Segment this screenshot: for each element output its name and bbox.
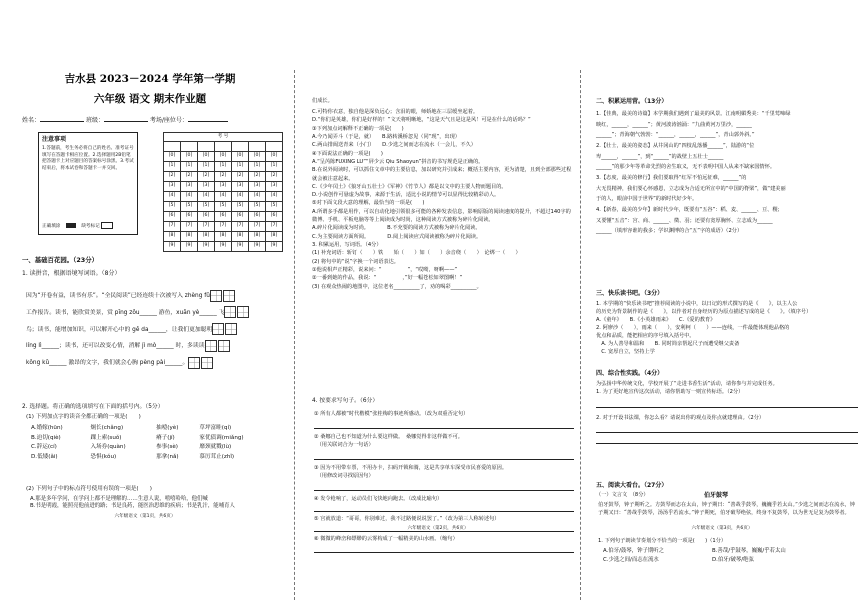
page-column-3	[584, 0, 860, 608]
q2a-prompt: (1) 下列加点字的读音全都正确的一项是( )	[26, 414, 141, 420]
fill-line: 3.【态度，最美的修行】我们要取得“红军不怕远征难，______”的	[596, 174, 747, 181]
option: D.伯牙/破琴/绝弦	[712, 557, 754, 564]
text-line: A.“呈芮陈FUXING LU”“屏少云 Qiu Shaoyun”拼音的书写规范是正确的。	[312, 158, 484, 165]
section-2-heading: 二、积累运用营。（13分）	[596, 98, 668, 105]
notice-text: 1.答题前，考生务必将自己的姓名、准考证号填写在答题卡相应位置。2.选择题用2B铅笔把答题卡上对应题目的答案标号涂黑。3.考试结束后，将本试卷和答题卡一并交回。	[42, 146, 134, 172]
passage-text: 伯牙鼓琴，钟子期听之。方鼓琴而志在太山，钟子期曰：“善哉乎鼓琴，巍巍乎若太山。”少选之间而志在流水，钟子期又曰：“善哉乎鼓琴，汤汤乎若流水。”钟子期死，伯牙破琴绝弦，终身不复鼓琴，以为世无足复为鼓琴者。	[598, 502, 855, 516]
continued-text: 们成长。	[312, 98, 333, 104]
exam-number-header: 考 号	[164, 133, 283, 142]
text-line: B.在说外阅读时，可以抓住文章中的主要信息，加以研究并引成来；概括主要内容，更为清楚，且到全部那些过程就会被注意起来。	[312, 167, 572, 182]
option-line: A.那是多年学问，在学问上都不是理解的……生意人说，嘻嘻哈哈，他们喊	[30, 496, 208, 502]
fill-line: 映红，______，______”；黄河波涛汹涌：“九曲黄河万里沙，______	[596, 121, 752, 128]
section-1-heading: 一、基础百花园。（23分）	[22, 256, 98, 264]
exam-title: 吉水县 2023－2024 学年第一学期	[64, 73, 236, 85]
text-line: 1. 本学期的“快乐读书吧”推荐阅读的小说中，以日记的形式撰写的是《 》，以主人公	[596, 301, 798, 307]
text-line: (3) 在观众热闹的地图中，这位老名__________了，劝的喝彩__________。	[312, 283, 482, 290]
option: C.少选之间/而志在流水	[603, 557, 659, 564]
text-line: C. 宽厚自立，坚持上学	[596, 349, 655, 356]
text-line: D.“你们是英雄，你们是好样的！”文天将明晰地，“这是天气且是这是风！可是在什么的话吗？”	[312, 117, 531, 124]
sentence-task: ⑥ 微微的峰峦和缥缈的云雾构成了一幅精美的山水画。（缩句）	[314, 536, 458, 543]
q1-prompt: 1. 读拼音，根据语境写词语。（8分）	[22, 270, 121, 277]
q4-items	[314, 410, 574, 556]
section-4-intro: 为弘扬中华传统文化，学校开展了“走进书香生活”活动，请你参与并完成任务。	[596, 381, 778, 387]
section-4-heading: 四、综合性实践。（4分）	[596, 370, 664, 377]
column-divider	[294, 70, 295, 600]
q1-line: 工作报告。读书，能欣赏美景，赏 pīng zōu______ 游鱼，xuān yè______ 飞	[26, 305, 288, 322]
text-line: 的历史为背景制作的是《 》，以作者对自身经历的为原点描述写成的是《 》。（填序号）	[596, 309, 812, 316]
section-3-items	[596, 300, 858, 356]
q1-line: líng lì______；读书，还可以改变心情，消解 jì mò______ 时，多读读	[26, 338, 288, 355]
sentence-task: ⑤ 宫就放道：“哥哥，你别难过，我不过路便说说罢了。”（改为第三人称转述句）	[314, 516, 500, 523]
option-line: B.书是明霞，能照亮他前进的路；书是良药，能医治思维的疾病；书是乳汁，能哺育人	[30, 503, 235, 510]
option-row: B.迫切(qiè) 踝上索(suǒ) 瘠子(jí) 家优债调(miǎng)	[31, 434, 244, 441]
option-row: D.低矮(ǎi) 恐惧(kǒu) 那拿(nǎ) 慕厉茸止(zhǐ)	[31, 453, 235, 460]
text-line: (1) 补充词语：斩钉（ ）铁 始（ ）如（ ）余音绕（ ） 论绑一（ ）	[312, 250, 521, 257]
text-line: ②一番到她的作品，我说：“ ，”好一幅苍松如翠图啊！”	[312, 275, 463, 282]
name-field-label: 姓名：	[22, 117, 41, 124]
notice-title: 注意事项	[42, 136, 67, 143]
section-3-heading: 三、快乐读书吧。（3分）	[596, 290, 664, 297]
fill-line: 4.【新春，最美的少年】新时代少年，既要有“五谷”：稻、麦、______、豆、稷；	[596, 206, 783, 213]
text-line: ④下面说法正确的一项是( )	[312, 150, 383, 157]
page-footer: 六年级语文（第2页，共6页）	[407, 525, 469, 531]
text-line: A.今乃闻弄斗（于是，就） B.路转溪桥忽见（同“现”，出现）	[312, 133, 460, 140]
seat-field-label: 考场/座位号：	[149, 117, 188, 124]
sentence-task: （用关联词合为一句话）	[314, 442, 374, 449]
text-line: 2. 阿廖沙（ ），雨来（ ），安利柯（ ）——连线，一件最能体现他品格的	[596, 325, 790, 332]
s5-q1-options	[602, 547, 842, 566]
q2a-options	[30, 424, 280, 462]
student-info-fields	[22, 117, 282, 125]
sentence-task: ④ 发令枪响了，运动员们飞快地向跑去。（改成比喻句）	[314, 496, 443, 503]
text-line: C.可特你衣意，独自他是深负远心；含泪的眼，师娇地在三层缓坐起着。	[312, 109, 479, 115]
q2b-options	[30, 496, 286, 511]
text-line: A. 为人善导和温和 B. 同时简亲帮起尺子而遭受继父责备	[596, 341, 740, 348]
class-field-label: 班级：	[85, 117, 104, 124]
sentence-task: （用修改词寻找原因句）	[314, 473, 374, 480]
fill-line: 又要懂“五音”：宫、商、______、徵、羽；还要有宽厚胸怀、立志成为______	[596, 217, 773, 224]
text-line: 3. 积累运用，写词语。（4分）	[312, 242, 382, 248]
page-footer: 六年级语文（第3页，共6页）	[691, 525, 753, 531]
q1-paragraph	[26, 288, 288, 372]
q2b-prompt: (2) 下列句子中的标点符号使用有误的一项是( )	[26, 486, 152, 492]
task-line: 1. 为了更好地宣传这次活动，请你帮助写一则宣传标语。（2分）	[596, 389, 744, 396]
page-column-2	[298, 0, 578, 608]
q4-prompt: 4. 按要求写句子。（6分）	[312, 398, 379, 404]
q2-prompt: 2. 选择题。将正确的选项填写在下面的括号内。（5分）	[22, 404, 164, 410]
text-line: A.《童年》 B.《小英雄雨来》 C.《爱的教育》	[596, 317, 716, 324]
passage-title: 伯牙鼓琴	[704, 492, 729, 499]
q2-continued-items	[312, 108, 574, 291]
fill-line: 2.【壮士，最美的姿态】从井冈山的“四枝乱落播______”，陆游的“位	[596, 142, 755, 149]
option-row: C.辞运(cí) 入场券(quàn) 参事(sè) 靡颈就戮(lù)	[31, 444, 232, 451]
fill-line: ______”；青海朝气勃勃：“______，______，______”，青山郭外斜。”	[596, 132, 755, 139]
text-line: ①他说相声正精彩，说来问：“ ”，“哎呦，呀啊——”	[312, 266, 458, 273]
q1-line: 因为“开卷有益，读书有乐”。“全民阅读”已经连续十次被写入 zhèng fǔ	[26, 288, 288, 305]
sentence-task: ① 所有人都被“时代楷模”张桂梅的事迹所感动。（改为双重否定句）	[314, 411, 469, 417]
text-line: (2) 将句中的“说”字换一个词语表达。	[312, 258, 399, 265]
q1-line: kǒng kǔ______ 激昂的文字，我们就会心胸 pèng pài______。	[26, 355, 288, 372]
fill-line: ______（填形容谁的我多；学识渊博的合“五”字的成语）（2分）	[596, 228, 743, 235]
fill-line: 大无畏精神，我们要心怀感恩，立志成为合适无所宣中的“中国的脊梁”，做“建美丽	[596, 185, 786, 192]
text-line: C.两山排闼送青来（小门） D.少选之间而志在流水（一会儿，不久）	[312, 142, 476, 149]
sentence-task: ② 桑娜自己也不知道为什么要这样做。 桑娜觉得非这样做不可。	[314, 434, 463, 441]
section-5-heading: 五、阅读大看台。（27分）	[596, 482, 668, 489]
fill-line: ______”的那少年等革命先烈的舍生取义，无不表明中国人从来不缺家国情怀。	[596, 164, 776, 171]
page-footer: 六年级语文（第1页，共6页）	[114, 513, 176, 519]
notice-box	[38, 132, 138, 235]
fill-example-label: 正确填涂	[42, 223, 61, 229]
text-line: A.所谓多手都是用作，可以自动化地引领很多可能的各种发表信息，影响原版的阅读速度的提升，不超过140字的微博、手机、平板电脑等等上阅读成为时尚，这种阅读方式被称为碎片化阅读。	[312, 208, 571, 224]
text-line: D.小说创作可悬虚为故事，来源于生活，适比小说的情节可以显得比较精彩动人。	[312, 192, 500, 199]
exam-number-grid: 考 号 [0] [0] [0] [0] [0] [0] [0] [1] [1] [1] [1] [1] [1] [1] [2] [2] [2] [2] [2] [2] [2] [3] [3] [3] [3] [3] [3] [3] [4] [4] [4] [4] [4] [4] [4] [5] [5] [5] [5] [5] [5] [5] [6] [6] [6] [6] [6] [6] [6] [7] [7] [7] [7] [7] [7] [7] [8] [8] [8] [8] [8] [8] [8] [9] [9] [9] [9] [9] [9] [9]	[163, 132, 283, 252]
column-divider	[580, 70, 581, 600]
option: A.伯牙/鼓琴，钟子期听之	[603, 548, 665, 554]
sentence-task: ③ 因为不用带车票，不用办卡，扫码开锁和骑，这是共享单车深受市民喜爱的原因。	[314, 465, 508, 472]
page-column-1	[0, 0, 290, 608]
fill-line: 卑______，______”，到“______”的战壁上五壮士______	[596, 153, 724, 160]
q1-line: 鸟；读书，能增加知识，可以解开心中的 gě da______，让我们更加聪明	[26, 322, 288, 339]
section-2-items	[596, 109, 858, 237]
option: B.善哉/乎鼓琴，巍巍/乎若太山	[712, 548, 786, 554]
exam-subtitle: 六年级 语文 期末作业题	[93, 93, 207, 105]
s5-q1-prompt: 1. 下列句子朗读节奏划分不恰当的一项是( )（1分）	[598, 538, 727, 544]
section-5-subheading: （一）文言文 （8分）	[596, 492, 649, 498]
task-line: 2. 对于开设书法课，你怎么看？请说出你的观点及你点就建理由。（2分）	[596, 414, 765, 421]
text-line: C.为主要阅读方面所阅。 D.阅上阅读应式阅读被称为碎片化阅读。	[312, 233, 482, 240]
section-4-items	[596, 380, 858, 444]
text-line: C.《少年闰土》《狼牙山五壮士》《军神》《竹节人》都是以文中的主要人物而题目的。	[312, 183, 507, 190]
text-line: ③下列加点词解释不正确的一项是( )	[312, 125, 404, 132]
text-line: ⑤对下面文段大意的理解，最恰当的一项是( )	[312, 200, 425, 207]
text-line: A.碎片化阅读成为时尚。 B.不充要的阅读方式被称为碎片化阅读。	[312, 225, 481, 232]
absent-mark-label: 缺考标记	[81, 223, 100, 229]
text-line: 优点和品质，能把相应的序号填入括号中。	[596, 333, 695, 340]
fill-line: 于的人，眼前中国于世界”的新时代好少年。	[596, 196, 698, 203]
option-row: A.婚嫁(hūn) 炯长(chǎng) 抽噎(yè) 草坪富畦(qí)	[31, 425, 232, 431]
fill-line: 1.【佳典，最美的诗篇】本学期我们遇到了最美的风景。江南明媚秀美：“千里莺啼绿	[596, 111, 791, 117]
